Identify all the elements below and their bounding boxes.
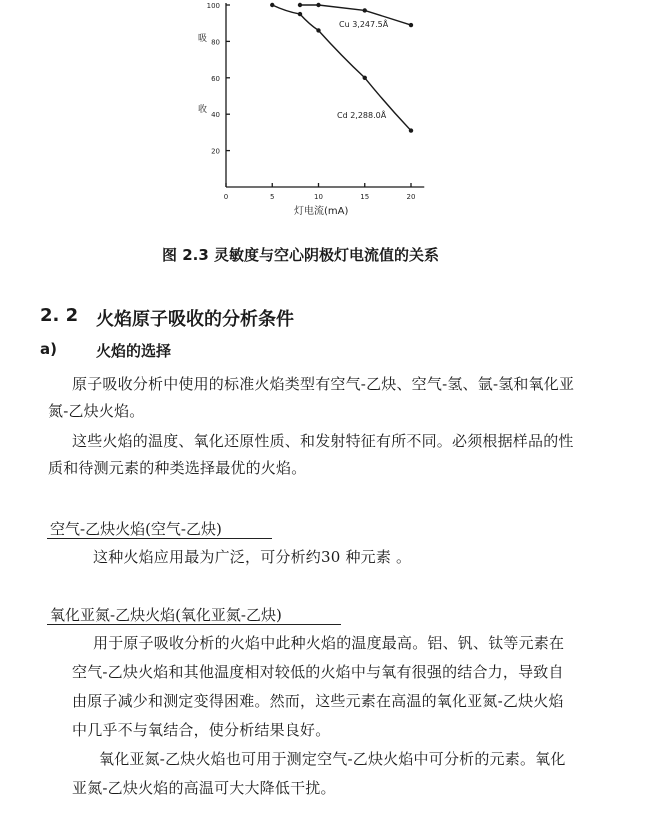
y-axis-label-top: 吸 — [198, 34, 208, 44]
series-label-cu: Cu 3,247.5Å — [339, 20, 389, 29]
data-point — [298, 12, 302, 16]
y-tick-label: 100 — [206, 2, 220, 10]
x-axis-label: 灯电流(mA) — [294, 206, 349, 217]
paragraph-2-line-1: 这些火焰的温度、氧化还原性质、和发射特征有所不同。必须根据样品的性 — [72, 432, 574, 450]
n2o-line-1: 用于原子吸收分析的火焰中此种火焰的温度最高。铝、钒、钛等元素在 — [93, 634, 565, 652]
data-point — [409, 23, 413, 27]
data-point — [363, 8, 367, 12]
data-point — [363, 76, 367, 80]
nitrous-oxide-acetylene-underline — [47, 624, 341, 625]
chart-axes — [226, 3, 424, 187]
x-tick-label: 20 — [406, 193, 416, 201]
n2o-line-5: 氧化亚氮-乙炔火焰也可用于测定空气-乙炔火焰中可分析的元素。氧化 — [99, 750, 566, 768]
data-point — [316, 28, 320, 32]
n2o-line-3: 由原子减少和测定变得困难。然而，这些元素在高温的氧化亚氮-乙炔火焰 — [72, 692, 564, 710]
y-tick-label: 60 — [211, 74, 220, 83]
air-acetylene-underline — [47, 538, 272, 539]
series-label-cd: Cd 2,288.0Å — [337, 111, 387, 120]
x-tick-label: 10 — [314, 193, 323, 201]
x-tick-label: 15 — [360, 193, 370, 201]
n2o-line-2: 空气-乙炔火焰和其他温度相对较低的火焰中与氧有很强的结合力，导致自 — [72, 663, 564, 681]
paragraph-2-line-2: 质和待测元素的种类选择最优的火焰。 — [48, 459, 307, 477]
n2o-line-4: 中几乎不与氧结合，使分析结果良好。 — [72, 721, 331, 739]
y-axis-label-bottom: 收 — [198, 105, 208, 115]
figure-caption: 图 2.3 灵敏度与空心阴极灯电流值的关系 — [162, 246, 440, 264]
data-point — [298, 3, 302, 7]
y-tick-label: 20 — [211, 147, 220, 156]
paragraph-1-line-2: 氮-乙炔火焰。 — [48, 402, 145, 420]
data-point — [409, 128, 413, 132]
data-point — [270, 3, 274, 7]
section-number: 2. 2 — [40, 305, 79, 326]
x-tick-label: 0 — [223, 193, 229, 201]
paragraph-1-line-1: 原子吸收分析中使用的标准火焰类型有空气-乙炔、空气-氢、氩-氢和氧化亚 — [72, 375, 575, 393]
subsection-label: a) — [40, 340, 57, 358]
nitrous-oxide-acetylene-heading: 氧化亚氮-乙炔火焰(氧化亚氮-乙炔) — [50, 606, 282, 624]
absorbance-vs-current-chart — [0, 0, 666, 230]
n2o-line-6: 亚氮-乙炔火焰的高温可大大降低干扰。 — [72, 779, 336, 797]
subsection-title: 火焰的选择 — [96, 342, 172, 360]
section-title: 火焰原子吸收的分析条件 — [96, 309, 294, 330]
y-tick-label: 80 — [211, 38, 220, 47]
air-acetylene-text: 这种火焰应用最为广泛，可分析约30 种元素 。 — [93, 548, 412, 566]
data-point — [316, 3, 320, 7]
x-tick-label: 5 — [270, 193, 275, 201]
air-acetylene-heading: 空气-乙炔火焰(空气-乙炔) — [50, 520, 222, 538]
y-tick-label: 40 — [211, 111, 220, 120]
